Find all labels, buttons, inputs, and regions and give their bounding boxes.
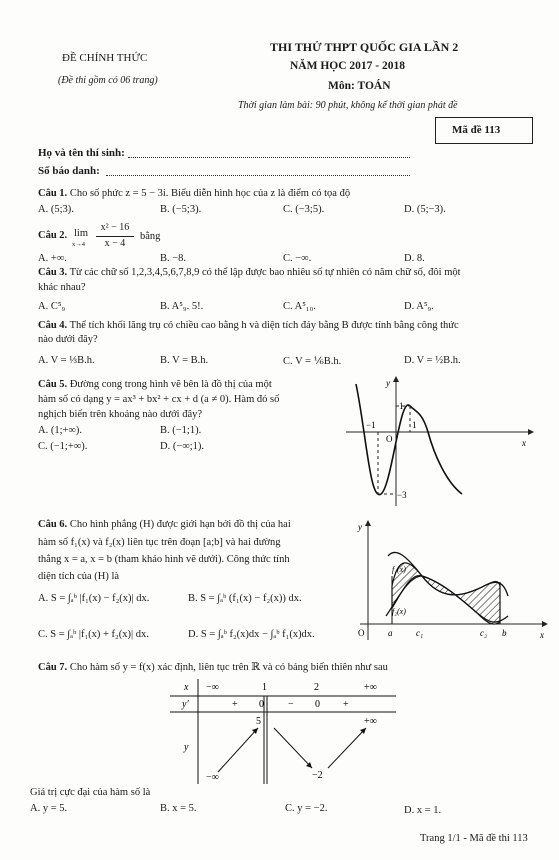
q5-text-2: hàm số có dạng y = ax³ + bx² + cx + d (a ≠ 0). Hàm đó số — [38, 394, 280, 405]
q1-text: Cho số phức z = 5 − 3i. Biểu diễn hình học của z là điểm có tọa độ — [69, 188, 351, 199]
q3-text-2: khác nhau? — [38, 282, 86, 293]
q2-lim-sub: x→4 — [72, 241, 85, 248]
q6-area-graph — [352, 516, 552, 646]
candidate-id-field[interactable] — [106, 174, 410, 176]
page-footer: Trang 1/1 - Mã đề thi 113 — [420, 833, 528, 844]
q7-text: Cho hàm số y = f(x) xác định, liên tục trên ℝ và có bảng biến thiên như sau — [69, 662, 388, 673]
q5-x-one-label: 1 — [412, 420, 417, 430]
q4-option-a[interactable]: A. V = ⅓B.h. — [38, 355, 95, 366]
q3-option-b[interactable]: B. A⁵₉. 5!. — [160, 301, 204, 312]
q6-x-label: x — [540, 630, 544, 640]
q5-option-c[interactable]: C. (−1;+∞). — [38, 441, 88, 452]
q2-option-b[interactable]: B. −8. — [160, 253, 187, 264]
q5-label: Câu 5. — [38, 379, 68, 390]
q7-option-d[interactable]: D. x = 1. — [404, 805, 442, 816]
q7-y-five: 5 — [256, 716, 261, 727]
q6-option-c[interactable]: C. S = ∫ₐᵇ |f₁(x) + f₂(x)| dx. — [38, 629, 149, 640]
q4-option-b[interactable]: B. V = B.h. — [160, 355, 209, 366]
q7-arrow-down — [274, 728, 312, 768]
question-5 — [38, 379, 272, 390]
q2-numerator: x² − 16 — [100, 222, 130, 233]
q7-sign-5: + — [343, 699, 349, 710]
q7-label: Câu 7. — [38, 662, 68, 673]
q2-tail: bằng — [140, 231, 161, 242]
q6-text-2: hàm số f₁(x) và f₂(x) liên tục trên đoạn [a;b] và hai đường — [38, 537, 281, 548]
page-count-note: (Đề thi gồm có 06 trang) — [58, 75, 158, 86]
question-4 — [38, 320, 459, 331]
q4-text: Thể tích khối lăng trụ có chiều cao bằng h và diện tích đáy bằng B được tính bằng công thức — [69, 320, 459, 331]
q7-variation-table — [168, 676, 398, 786]
q7-x-val-1: −∞ — [206, 682, 219, 693]
q5-y-arrow — [393, 376, 399, 382]
q6-text: Cho hình phẳng (H) được giới hạn bởi đồ thị của hai — [69, 519, 291, 530]
q1-option-c[interactable]: C. (−3;5). — [283, 204, 325, 215]
q6-option-b[interactable]: B. S = ∫ₐᵇ (f₁(x) − f₂(x)) dx. — [188, 593, 302, 604]
q6-option-d[interactable]: D. S = ∫ₐᵇ f₂(x)dx − ∫ₐᵇ f₁(x)dx. — [188, 629, 315, 640]
q7-arrow-up-2 — [328, 728, 366, 768]
q1-option-a[interactable]: A. (5;3). — [38, 204, 74, 215]
q6-c1-label: c₁ — [416, 628, 424, 638]
q7-option-a[interactable]: A. y = 5. — [30, 803, 68, 814]
q3-option-d[interactable]: D. A⁵₉. — [404, 301, 434, 312]
q5-text-3: nghịch biến trên khoảng nào dưới đây? — [38, 409, 203, 420]
q6-option-a[interactable]: A. S = ∫ₐᵇ |f₁(x) − f₂(x)| dx. — [38, 593, 150, 604]
q7-sign-3: − — [288, 699, 294, 710]
q7-option-b[interactable]: B. x = 5. — [160, 803, 197, 814]
q7-option-c[interactable]: C. y = −2. — [285, 803, 328, 814]
question-3 — [38, 267, 461, 278]
q4-text-2: nào dưới đây? — [38, 334, 98, 345]
q7-y-pos-inf: +∞ — [364, 716, 377, 727]
q5-option-b[interactable]: B. (−1;1). — [160, 425, 202, 436]
q7-x-header: x — [184, 682, 189, 693]
q5-option-d[interactable]: D. (−∞;1). — [160, 441, 205, 452]
q5-y-label: y — [386, 378, 390, 388]
q6-y-label: y — [358, 522, 362, 532]
q4-option-d[interactable]: D. V = ½B.h. — [404, 355, 461, 366]
q2-option-a[interactable]: A. +∞. — [38, 253, 67, 264]
q7-sign-2: 0 — [259, 699, 264, 710]
question-7 — [38, 661, 388, 673]
q5-x-arrow — [528, 429, 534, 435]
q6-text-3: thẳng x = a, x = b (tham khảo hình vẽ dưới). Công thức tính — [38, 554, 290, 565]
q5-neg-one-label: −1 — [366, 420, 376, 430]
q7-y-header: y — [184, 742, 189, 753]
q6-x-arrow — [542, 621, 548, 627]
q3-label: Câu 3. — [38, 267, 68, 278]
q6-a-label: a — [388, 628, 393, 638]
time-note: Thời gian làm bài: 90 phút, không kể thời gian phát đề — [238, 100, 458, 111]
question-1 — [38, 188, 350, 199]
q6-f1-label: f₁(x) — [392, 565, 406, 574]
q6-origin-label: O — [358, 628, 365, 638]
q2-label: Câu 2. — [38, 230, 68, 241]
q5-x-label: x — [522, 438, 526, 448]
q5-y-one-label: 1 — [399, 401, 404, 411]
q2-option-c[interactable]: C. −∞. — [283, 253, 312, 264]
q5-neg-three-label: −3 — [397, 490, 407, 500]
q7-arrow-up-1 — [218, 728, 258, 772]
q7-sign-1: + — [232, 699, 238, 710]
q6-label: Câu 6. — [38, 519, 68, 530]
school-year: NĂM HỌC 2017 - 2018 — [290, 60, 405, 72]
q1-label: Câu 1. — [38, 188, 68, 199]
q1-option-d[interactable]: D. (5;−3). — [404, 204, 446, 215]
q4-label: Câu 4. — [38, 320, 68, 331]
q5-origin-label: O — [386, 434, 393, 444]
official-label: ĐỀ CHÍNH THỨC — [62, 52, 148, 64]
q3-option-a[interactable]: A. C⁵₉ — [38, 301, 66, 312]
q2-option-d[interactable]: D. 8. — [404, 253, 425, 264]
q6-c2-label: c₂ — [480, 628, 488, 638]
q7-question: Giá trị cực đại của hàm số là — [30, 787, 151, 798]
q5-curve — [356, 384, 462, 495]
q6-text-4: diện tích của (H) là — [38, 571, 120, 582]
q2-lim: lim — [74, 228, 89, 239]
candidate-id-label: Số báo danh: — [38, 165, 100, 177]
exam-code: Mã đề 113 — [452, 124, 501, 136]
q6-b-label: b — [502, 628, 507, 638]
q7-x-val-4: +∞ — [364, 682, 377, 693]
q7-sign-4: 0 — [315, 699, 320, 710]
q6-y-arrow — [365, 520, 371, 526]
candidate-name-label: Họ và tên thí sinh: — [38, 147, 125, 159]
q6-f2-label: f₂(x) — [392, 607, 406, 616]
q7-x-val-2: 1 — [262, 682, 267, 693]
q3-option-c[interactable]: C. A⁵₁₀. — [283, 301, 316, 312]
q7-yp-header: y′ — [182, 699, 189, 710]
q4-option-c[interactable]: C. V = ⅙B.h. — [283, 356, 342, 367]
exam-code-box — [435, 117, 533, 144]
q7-x-val-3: 2 — [314, 682, 319, 693]
exam-title: THI THỬ THPT QUỐC GIA LẦN 2 — [270, 40, 459, 54]
q3-text: Từ các chữ số 1,2,3,4,5,6,7,8,9 có thể lập được bao nhiêu số tự nhiên có năm chữ số, đôi một — [69, 267, 461, 278]
q5-cubic-graph — [336, 372, 536, 510]
q1-option-b[interactable]: B. (−5;3). — [160, 204, 202, 215]
question-6 — [38, 519, 291, 530]
candidate-name-field[interactable] — [128, 156, 410, 158]
q7-y-neg-inf: −∞ — [206, 772, 219, 783]
q7-y-neg-two: −2 — [312, 770, 323, 781]
q5-text: Đường cong trong hình vẽ bên là đồ thị của một — [69, 379, 272, 390]
q5-option-a[interactable]: A. (1;+∞). — [38, 425, 83, 436]
q2-denominator: x − 4 — [104, 238, 126, 249]
subject: Môn: TOÁN — [328, 80, 391, 92]
